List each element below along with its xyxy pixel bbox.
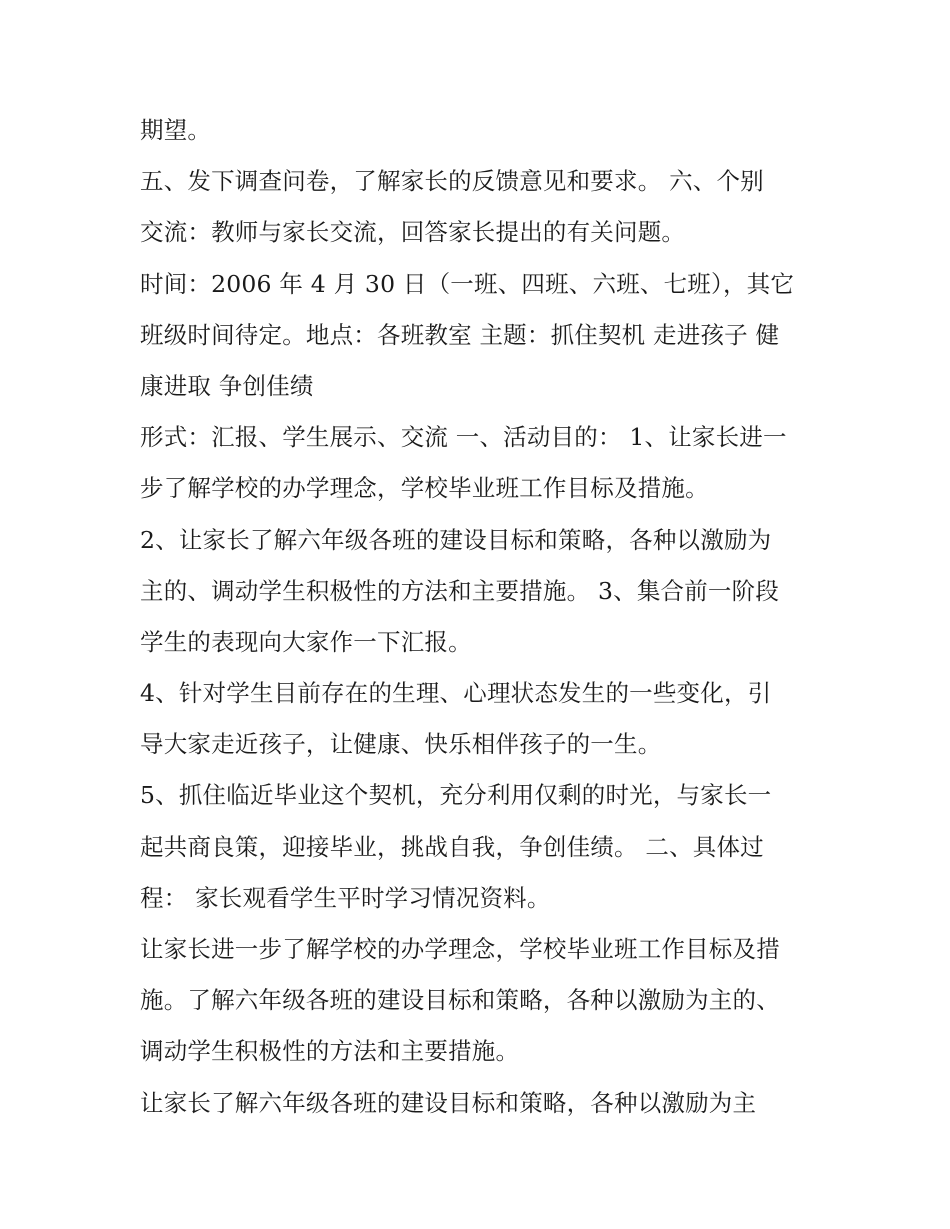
text-line: 5、抓住临近毕业这个契机，充分利用仅剩的时光，与家长一 xyxy=(140,781,772,810)
text-line: 调动学生积极性的方法和主要措施。 xyxy=(140,1037,520,1066)
text-line: 施。了解六年级各班的建设目标和策略，各种以激励为主的、 xyxy=(140,986,780,1015)
text-line: 步了解学校的办学理念，学校毕业班工作目标及措施。 xyxy=(140,474,709,503)
text-line: 主的、调动学生积极性的方法和主要措施。 3、集合前一阶段 xyxy=(140,576,780,605)
text-line: 时间：2006 年 4 月 30 日（一班、四班、六班、七班），其它 xyxy=(140,269,795,298)
document-body xyxy=(140,105,820,1129)
text-line: 学生的表现向大家作一下汇报。 xyxy=(140,627,472,656)
text-line: 让家长进一步了解学校的办学理念，学校毕业班工作目标及措 xyxy=(140,935,780,963)
text-line: 起共商良策，迎接毕业，挑战自我，争创佳绩。 二、具体过 xyxy=(140,832,764,861)
text-line: 导大家走近孩子，让健康、快乐相伴孩子的一生。 xyxy=(140,730,662,759)
text-line: 形式：汇报、学生展示、交流 一、活动目的： 1、让家长进一 xyxy=(140,423,787,452)
text-line: 让家长了解六年级各班的建设目标和策略，各种以激励为主 xyxy=(140,1088,757,1117)
text-line: 4、针对学生目前存在的生理、心理状态发生的一些变化，引 xyxy=(140,679,772,708)
text-line: 班级时间待定。地点：各班教室 主题：抓住契机 走进孩子 健 xyxy=(140,320,780,349)
text-line: 2、让家长了解六年级各班的建设目标和策略，各种以激励为 xyxy=(140,525,772,554)
text-line: 五、发下调查问卷，了解家长的反馈意见和要求。 六、个别 xyxy=(140,167,764,196)
text-line: 交流：教师与家长交流，回答家长提出的有关问题。 xyxy=(140,218,686,247)
text-line: 期望。 xyxy=(140,116,212,144)
text-line: 程： 家长观看学生平时学习情况资料。 xyxy=(140,883,551,912)
text-line: 康进取 争创佳绩 xyxy=(140,371,314,400)
